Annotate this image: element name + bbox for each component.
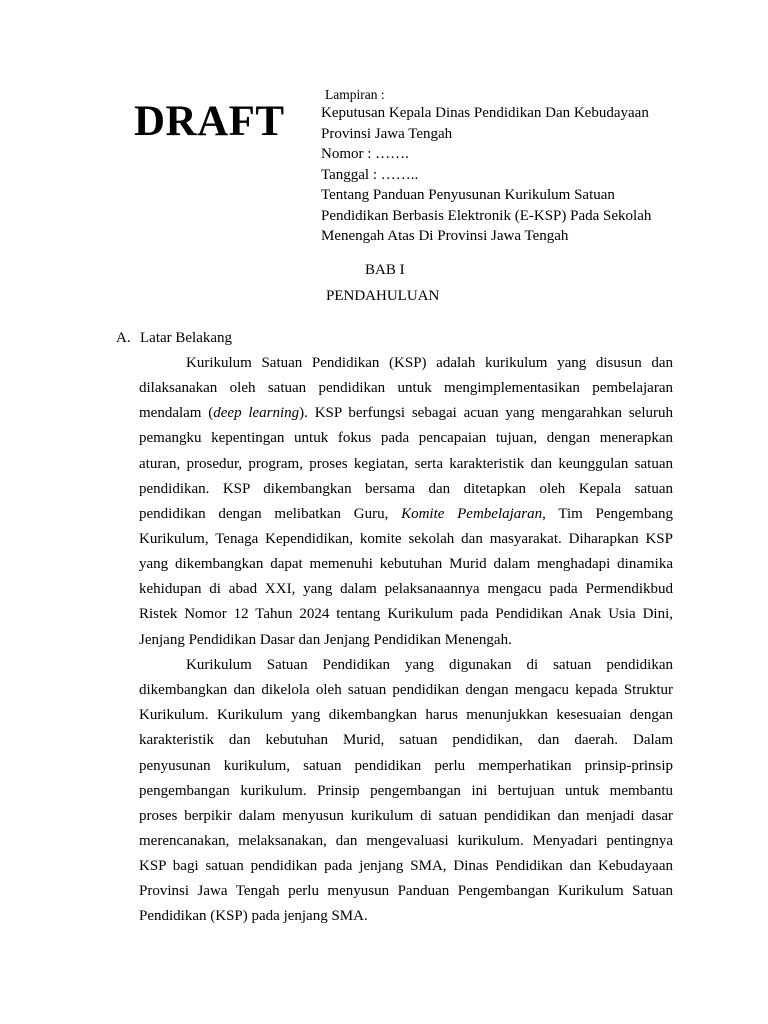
decree-date: Tanggal : …….. (321, 166, 419, 183)
section-heading (116, 328, 232, 348)
decree-line: Menengah Atas Di Provinsi Jawa Tengah (321, 228, 569, 244)
decree-header (321, 103, 741, 247)
decree-number: Nomor : ……. (321, 146, 409, 162)
italic-term: Komite Pembelajaran (401, 505, 543, 522)
section-marker: A. (116, 330, 131, 346)
text-line: Ristek Nomor 12 Tahun 2024 tentang Kurikulum pada Pendidikan Anak Usia Dini, (139, 606, 673, 623)
text-line: Kurikulum Satuan Pendidikan (KSP) adalah kurikulum yang disusun dan (186, 355, 673, 371)
text-line: aturan, prosedur, program, proses kegiatan, serta karakteristik dan keunggulan satuan (139, 455, 673, 472)
paragraph-latar-belakang-1 (139, 351, 673, 653)
text-line: pendidikan. KSP dikembangkan bersama dan ditetapkan oleh Kepala satuan (139, 480, 673, 497)
text-line: Kurikulum. Kurikulum yang dikembangkan harus menunjukkan kesesuaian dengan (139, 707, 673, 724)
section-title: Latar Belakang (140, 330, 233, 346)
lampiran-label: Lampiran : (325, 87, 385, 102)
paragraph-latar-belakang-2 (139, 653, 673, 930)
text-line: pemangku kepentingan untuk fokus pada pencapaian tujuan, dengan menerapkan (139, 430, 673, 447)
text-line: mendalam (deep learning). KSP berfungsi sebagai acuan yang mengarahkan seluruh (139, 405, 673, 422)
text-line: Kurikulum Satuan Pendidikan yang digunakan di satuan pendidikan (186, 657, 673, 673)
text-line: yang dikembangkan dapat memenuhi kebutuhan Murid dalam menghadapi dinamika (139, 556, 673, 573)
text-line: Pendidikan (KSP) pada jenjang SMA. (139, 908, 368, 925)
text-line: Provinsi Jawa Tengah perlu menyusun Panduan Pengembangan Kurikulum Satuan (139, 883, 673, 900)
text-line: dikembangkan dan dikelola oleh satuan pendidikan dengan mengacu kepada Struktur (139, 682, 673, 699)
text-line: KSP bagi satuan pendidikan pada jenjang SMA, Dinas Pendidikan dan Kebudayaan (139, 858, 673, 875)
text-line: kehidupan di abad XXI, yang dalam pelaksanaannya mengacu pada Permendikbud (139, 581, 673, 598)
decree-line: Provinsi Jawa Tengah (321, 125, 453, 142)
italic-term: deep learning (213, 405, 300, 422)
text-line: merencanakan, melaksanakan, dan mengevaluasi kurikulum. Menyadari pentingnya (139, 832, 673, 849)
text-line: proses berpikir dalam menyusun kurikulum di satuan pendidikan dan menjadi dasar (139, 807, 673, 824)
text-line: dilaksanakan oleh satuan pendidikan untuk mengimplementasikan pembelajaran (139, 380, 673, 397)
chapter-number: BAB I (365, 262, 405, 278)
text-line: Jenjang Pendidikan Dasar dan Jenjang Pendidikan Menengah. (139, 631, 512, 648)
text-line: karakteristik dan kebutuhan Murid, satuan pendidikan, dan daerah. Dalam (139, 732, 673, 749)
chapter-title: PENDAHULUAN (326, 288, 440, 304)
decree-line: Keputusan Kepala Dinas Pendidikan Dan Kebudayaan (321, 105, 649, 121)
text-line: Kurikulum, Tenaga Kependidikan, komite sekolah dan masyarakat. Diharapkan KSP (139, 530, 673, 547)
decree-line: Pendidikan Berbasis Elektronik (E-KSP) Pada Sekolah (321, 207, 652, 224)
text-line: penyusunan kurikulum, satuan pendidikan perlu memperhatikan prinsip-prinsip (139, 757, 673, 774)
text-line: pendidikan dengan melibatkan Guru, Komite Pembelajaran, Tim Pengembang (139, 505, 673, 522)
decree-line: Tentang Panduan Penyusunan Kurikulum Satuan (321, 187, 615, 203)
text-line: pengembangan kurikulum. Prinsip pengembangan ini bertujuan untuk membantu (139, 782, 673, 799)
draft-stamp: DRAFT (134, 98, 285, 145)
